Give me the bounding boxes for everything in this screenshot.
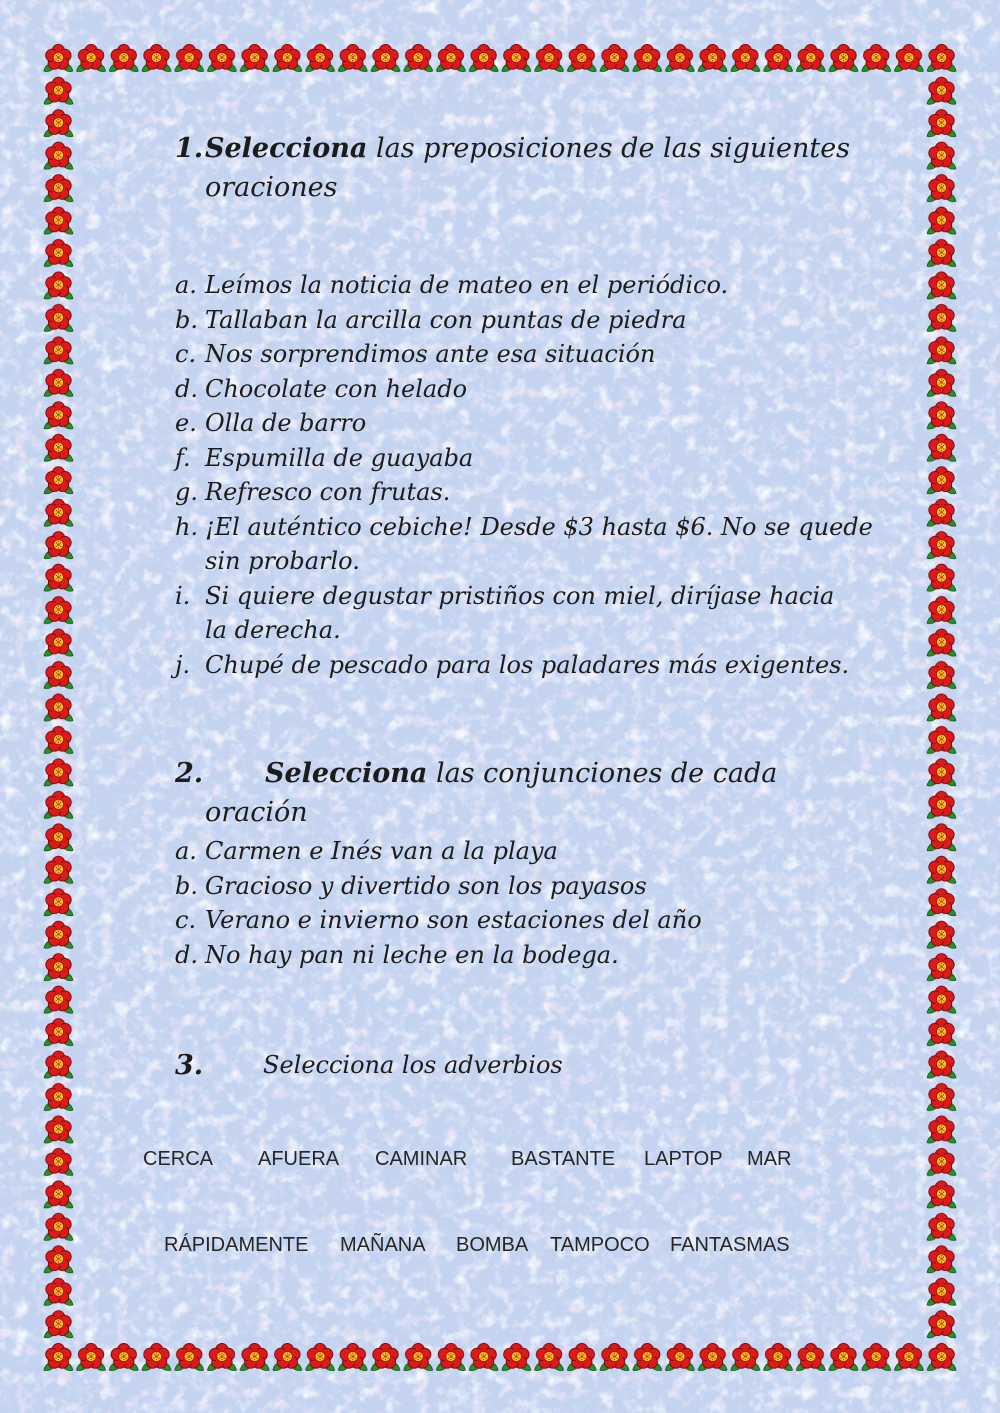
sentence-text[interactable]: Carmen e Inés van a la playa — [205, 837, 558, 865]
sentence-text[interactable]: Gracioso y divertido son los payasos — [205, 871, 647, 900]
exercise-2-sentences — [175, 834, 920, 972]
instruction-text: las conjunciones de cada — [435, 758, 778, 789]
sentence-text[interactable]: Verano e invierno son estaciones del año — [205, 906, 702, 934]
sentence-text-continuation[interactable]: la derecha. — [205, 616, 341, 644]
item-label: g. — [175, 478, 198, 506]
word-bank-row — [0, 1231, 1000, 1259]
word-option[interactable]: MAÑANA — [340, 1234, 426, 1256]
item-label: d. — [175, 940, 198, 969]
exercise-number: 3. — [175, 1050, 204, 1081]
word-option[interactable]: RÁPIDAMENTE — [164, 1234, 309, 1256]
sentence-text[interactable]: Si quiere degustar pristiños con miel, diríjase hacia — [205, 581, 835, 610]
sentence-text[interactable]: Chocolate con helado — [205, 374, 468, 403]
instruction-text: Selecciona los adverbios — [263, 1051, 563, 1079]
sentence-item-h — [175, 510, 920, 579]
word-option[interactable]: TAMPOCO — [550, 1234, 650, 1256]
item-label: a. — [175, 837, 197, 865]
sentence-item-a — [175, 268, 920, 303]
item-label: c. — [175, 340, 197, 368]
sentence-text[interactable]: Tallaban la arcilla con puntas de piedra — [205, 305, 687, 334]
instruction — [205, 129, 850, 168]
item-label: j. — [175, 650, 191, 679]
exercise-2-heading — [175, 754, 920, 832]
item-label: f. — [175, 443, 191, 472]
sentence-item-d — [175, 372, 920, 407]
instruction-continuation: oraciones — [205, 172, 338, 203]
sentence-text[interactable]: Espumilla de guayaba — [205, 443, 474, 472]
word-option[interactable]: CAMINAR — [375, 1148, 468, 1170]
instruction-verb: Selecciona — [265, 758, 428, 789]
exercise-1-sentences — [175, 268, 920, 682]
exercise-number: 1. — [175, 133, 204, 164]
sentence-text[interactable]: Leímos la noticia de mateo en el periódico. — [205, 271, 729, 299]
item-label: i. — [175, 581, 191, 610]
item-label: b. — [175, 305, 198, 334]
word-option[interactable]: AFUERA — [258, 1148, 340, 1170]
instruction-continuation: oración — [205, 797, 308, 828]
word-option[interactable]: MAR — [747, 1148, 792, 1170]
instruction-text: las preposiciones de las siguientes — [375, 133, 851, 164]
word-option[interactable]: BASTANTE — [511, 1148, 616, 1170]
item-label: c. — [175, 906, 197, 934]
sentence-item-c — [175, 337, 920, 372]
exercise-number: 2. — [175, 758, 204, 789]
sentence-item-c — [175, 903, 920, 938]
border-bottom — [42, 1341, 958, 1374]
sentence-text[interactable]: Olla de barro — [205, 409, 367, 437]
exercise-3-heading — [175, 1046, 920, 1085]
sentence-text[interactable]: No hay pan ni leche en la bodega. — [205, 940, 619, 969]
word-bank-row — [0, 1145, 1000, 1173]
item-label: b. — [175, 871, 198, 900]
word-option[interactable]: LAPTOP — [644, 1148, 723, 1170]
sentence-text[interactable]: Chupé de pescado para los paladares más exigentes. — [205, 650, 850, 679]
sentence-item-b — [175, 869, 920, 904]
word-option[interactable]: BOMBA — [456, 1234, 529, 1256]
sentence-item-g — [175, 475, 920, 510]
sentence-item-i — [175, 579, 920, 648]
sentence-item-b — [175, 303, 920, 338]
word-option[interactable]: CERCA — [143, 1148, 214, 1170]
exercise-1-heading — [175, 129, 920, 207]
sentence-text[interactable]: ¡El auténtico cebiche! Desde $3 hasta $6. No se quede — [205, 512, 873, 541]
sentence-item-f — [175, 441, 920, 476]
instruction-verb: Selecciona — [205, 133, 368, 164]
item-label: a. — [175, 271, 197, 299]
sentence-text[interactable]: Nos sorprendimos ante esa situación — [205, 340, 656, 368]
item-label: d. — [175, 374, 198, 403]
sentence-item-a — [175, 834, 920, 869]
sentence-text[interactable]: Refresco con frutas. — [205, 478, 451, 506]
item-label: e. — [175, 409, 197, 437]
item-label: h. — [175, 512, 199, 541]
sentence-item-d — [175, 938, 920, 973]
instruction — [265, 754, 777, 793]
sentence-item-j — [175, 648, 920, 683]
sentence-text-continuation[interactable]: sin probarlo. — [205, 547, 360, 575]
word-option[interactable]: FANTASMAS — [670, 1234, 790, 1256]
sentence-item-e — [175, 406, 920, 441]
border-top — [42, 42, 958, 75]
